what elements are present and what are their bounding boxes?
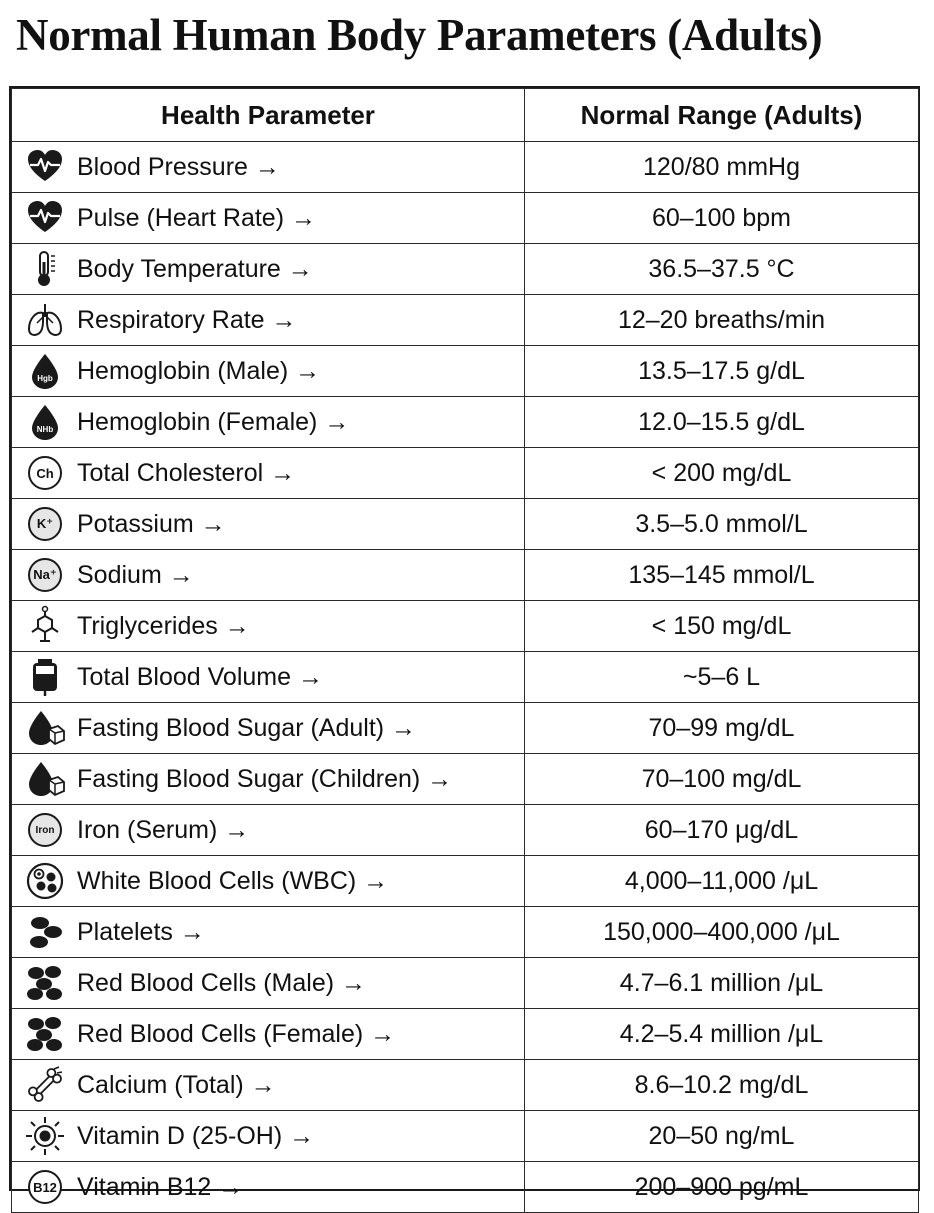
parameter-cell — [12, 1162, 525, 1213]
table-row — [12, 805, 919, 856]
range-value: 12.0–15.5 g/dL — [525, 397, 919, 448]
parameter-cell — [12, 499, 525, 550]
range-value: 135–145 mmol/L — [525, 550, 919, 601]
range-value: 60–170 μg/dL — [525, 805, 919, 856]
vitamin-b12-icon-label: B12 — [28, 1170, 62, 1204]
lungs-icon — [24, 299, 66, 341]
parameter-cell — [12, 1060, 525, 1111]
parameter-label: Calcium (Total) → — [77, 1070, 276, 1099]
table-row — [12, 1009, 919, 1060]
table-row — [12, 1060, 919, 1111]
range-value: 36.5–37.5 °C — [525, 244, 919, 295]
parameter-label: White Blood Cells (WBC) → — [77, 866, 389, 895]
parameter-cell — [12, 907, 525, 958]
parameter-cell — [12, 550, 525, 601]
table-row — [12, 1162, 919, 1213]
potassium-icon-label: K⁺ — [28, 507, 62, 541]
parameter-label: Vitamin D (25-OH) → — [77, 1121, 315, 1150]
table-row — [12, 703, 919, 754]
range-value: 4,000–11,000 /μL — [525, 856, 919, 907]
blood-bag-icon — [24, 656, 66, 698]
parameter-cell — [12, 652, 525, 703]
range-value: ~5–6 L — [525, 652, 919, 703]
parameter-label: Red Blood Cells (Female) → — [77, 1019, 396, 1048]
parameter-cell — [12, 1111, 525, 1162]
parameter-label: Iron (Serum) → — [77, 815, 250, 844]
table-row — [12, 397, 919, 448]
platelets-icon — [24, 911, 66, 953]
sodium-icon-label: Na⁺ — [28, 558, 62, 592]
table-row — [12, 907, 919, 958]
parameter-label: Vitamin B12 → — [77, 1172, 244, 1201]
range-value: 3.5–5.0 mmol/L — [525, 499, 919, 550]
parameter-label: Triglycerides → — [77, 611, 250, 640]
table-row — [12, 1111, 919, 1162]
table-row — [12, 193, 919, 244]
parameters-table-container — [9, 86, 920, 1201]
parameter-label: Pulse (Heart Rate) → — [77, 203, 316, 232]
table-row — [12, 601, 919, 652]
range-value: 70–99 mg/dL — [525, 703, 919, 754]
table-row — [12, 244, 919, 295]
header-normal-range: Normal Range (Adults) — [525, 89, 919, 142]
table-row — [12, 652, 919, 703]
range-value: 8.6–10.2 mg/dL — [525, 1060, 919, 1111]
parameter-label: Total Cholesterol → — [77, 458, 296, 487]
parameter-cell — [12, 346, 525, 397]
molecule-icon — [24, 605, 66, 647]
parameter-label: Total Blood Volume → — [77, 662, 323, 691]
parameter-label: Fasting Blood Sugar (Children) → — [77, 764, 453, 793]
parameter-cell — [12, 856, 525, 907]
parameter-label: Red Blood Cells (Male) → — [77, 968, 366, 997]
table-row — [12, 754, 919, 805]
range-value: 4.7–6.1 million /μL — [525, 958, 919, 1009]
iron-icon — [24, 809, 66, 851]
parameter-label: Platelets → — [77, 917, 205, 946]
parameter-cell — [12, 397, 525, 448]
parameters-table — [11, 88, 919, 1213]
parameter-cell — [12, 142, 525, 193]
page-title: Normal Human Body Parameters (Adults) — [16, 10, 823, 60]
range-value: 60–100 bpm — [525, 193, 919, 244]
parameter-cell — [12, 754, 525, 805]
parameter-label: Potassium → — [77, 509, 226, 538]
bone-icon — [24, 1064, 66, 1106]
parameter-label: Blood Pressure → — [77, 152, 280, 181]
table-row — [12, 550, 919, 601]
table-header-row — [12, 89, 919, 142]
range-value: 4.2–5.4 million /μL — [525, 1009, 919, 1060]
blood-drop-icon — [24, 401, 66, 443]
table-row — [12, 856, 919, 907]
svg-text:NHb: NHb — [36, 425, 54, 434]
range-value: < 200 mg/dL — [525, 448, 919, 499]
parameter-cell — [12, 244, 525, 295]
range-value: 70–100 mg/dL — [525, 754, 919, 805]
white-blood-cells-icon — [24, 860, 66, 902]
parameter-label: Hemoglobin (Male) → — [77, 356, 321, 385]
svg-text:Hgb: Hgb — [37, 374, 53, 383]
sodium-icon — [24, 554, 66, 596]
parameter-cell — [12, 703, 525, 754]
thermometer-icon — [24, 248, 66, 290]
range-value: 12–20 breaths/min — [525, 295, 919, 346]
range-value: 13.5–17.5 g/dL — [525, 346, 919, 397]
iron-icon-label: Iron — [28, 813, 62, 847]
range-value: 150,000–400,000 /μL — [525, 907, 919, 958]
blood-drop-icon — [24, 350, 66, 392]
table-row — [12, 346, 919, 397]
header-health-parameter: Health Parameter — [12, 89, 525, 142]
range-value: 200–900 pg/mL — [525, 1162, 919, 1213]
sugar-drop-icon — [24, 758, 66, 800]
table-row — [12, 958, 919, 1009]
parameter-label: Sodium → — [77, 560, 194, 589]
potassium-icon — [24, 503, 66, 545]
parameter-cell — [12, 448, 525, 499]
table-row — [12, 499, 919, 550]
parameter-cell — [12, 1009, 525, 1060]
parameter-cell — [12, 958, 525, 1009]
range-value: < 150 mg/dL — [525, 601, 919, 652]
table-row — [12, 295, 919, 346]
parameter-label: Fasting Blood Sugar (Adult) → — [77, 713, 417, 742]
table-row — [12, 448, 919, 499]
vitamin-b12-icon — [24, 1166, 66, 1208]
range-value: 120/80 mmHg — [525, 142, 919, 193]
parameter-label: Body Temperature → — [77, 254, 313, 283]
parameter-cell — [12, 805, 525, 856]
range-value: 20–50 ng/mL — [525, 1111, 919, 1162]
parameter-cell — [12, 295, 525, 346]
parameter-cell — [12, 193, 525, 244]
cholesterol-icon — [24, 452, 66, 494]
heart-pulse-icon — [24, 197, 66, 239]
table-row — [12, 142, 919, 193]
table-body — [12, 142, 919, 1213]
red-blood-cells-icon — [24, 962, 66, 1004]
red-blood-cells-icon — [24, 1013, 66, 1055]
parameter-label: Hemoglobin (Female) → — [77, 407, 350, 436]
sun-icon — [24, 1115, 66, 1157]
parameter-cell — [12, 601, 525, 652]
heart-pulse-icon — [24, 146, 66, 188]
parameter-label: Respiratory Rate → — [77, 305, 297, 334]
sugar-drop-icon — [24, 707, 66, 749]
cholesterol-icon-label: Ch — [28, 456, 62, 490]
